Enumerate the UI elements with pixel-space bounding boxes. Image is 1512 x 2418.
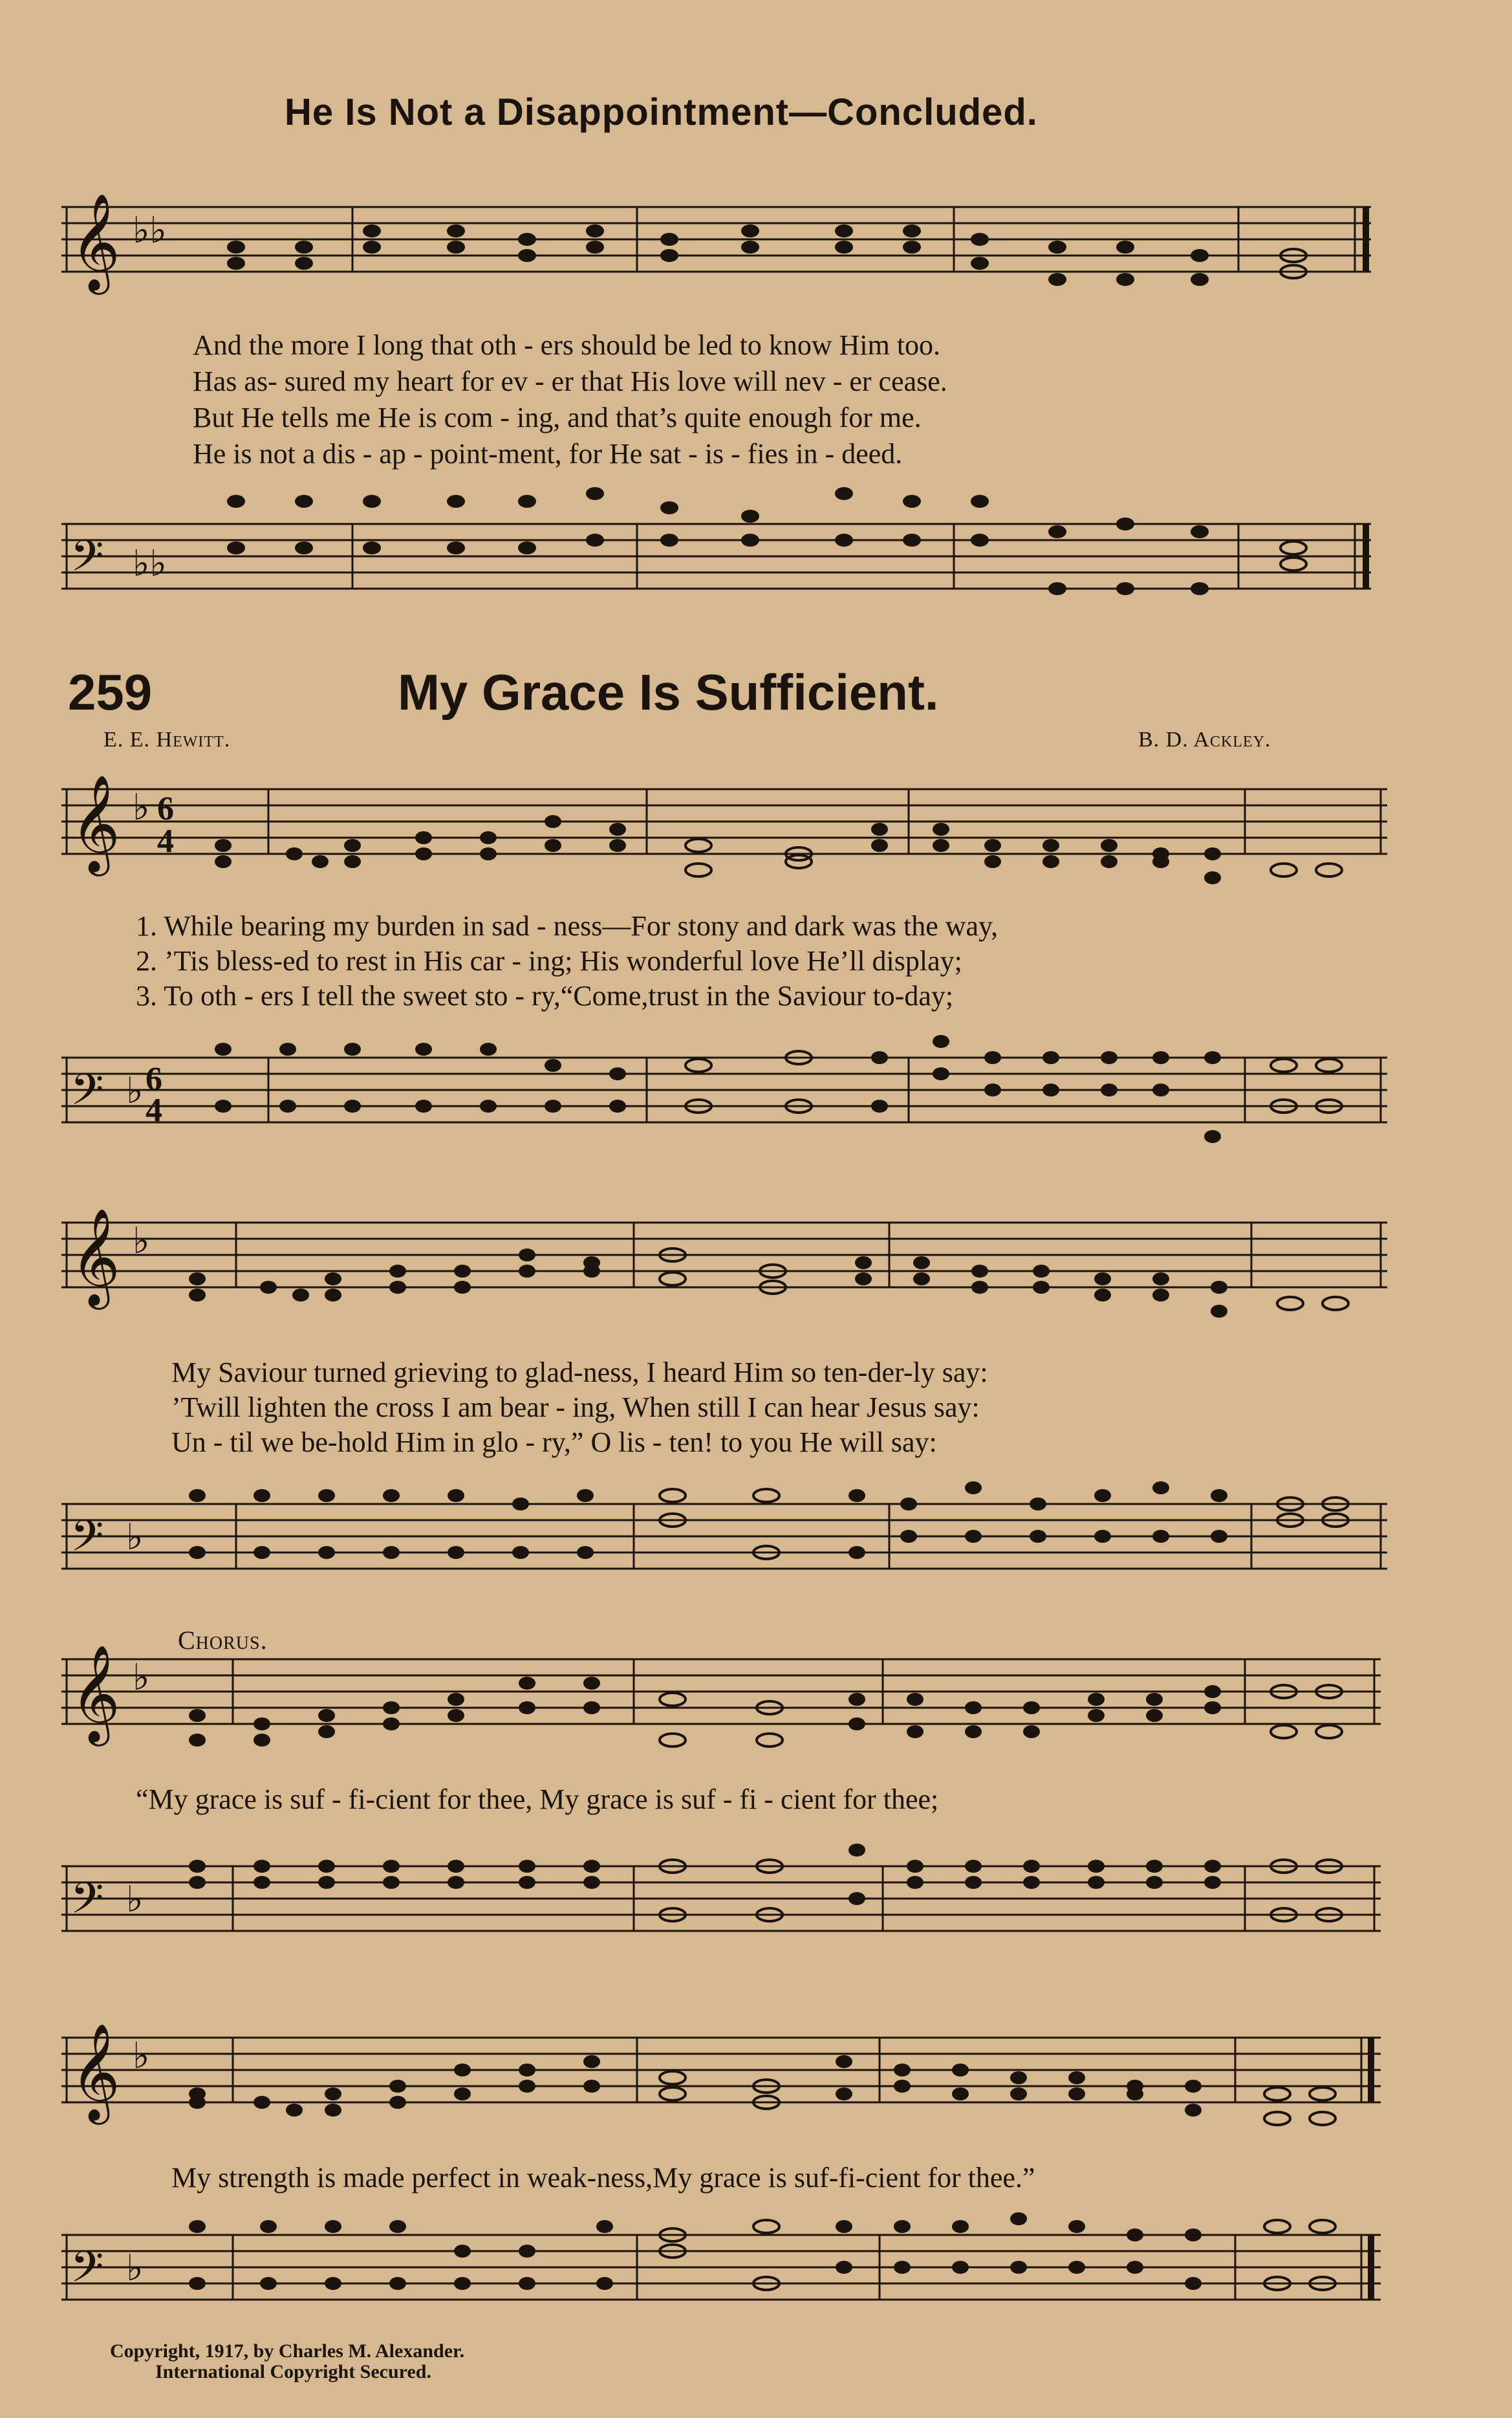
top-treble-staff [61, 194, 1394, 298]
top-section-title: He Is Not a Disappointment—Concluded. [285, 91, 1038, 133]
svg-text:𝄞: 𝄞 [70, 192, 120, 290]
time-sig-bottom: 4 [157, 823, 174, 860]
hymn-bass-staff-2 [61, 1475, 1394, 1604]
verse-b-line-2: ’Twill lighten the cross I am bear - ing, When still I can hear Jesus say: [171, 1391, 980, 1423]
chorus-bass-staff-1 [61, 1837, 1394, 1966]
verse-b-line-3: Un - til we be-hold Him in glo - ry,” O lis - ten! to you He will say: [171, 1426, 937, 1458]
hymn-treble-staff-1 [61, 773, 1394, 902]
svg-text:𝄢: 𝄢 [70, 1065, 104, 1125]
svg-text:♭: ♭ [126, 1879, 144, 1921]
svg-text:♭: ♭ [133, 1220, 150, 1262]
svg-text:♭: ♭ [126, 1070, 144, 1112]
top-lyric-line-3: But He tells me He is com - ing, and that’s quite enough for me. [193, 402, 922, 433]
svg-text:𝄞: 𝄞 [70, 1644, 120, 1742]
international-copyright-line: International Copyright Secured. [155, 2361, 431, 2382]
chorus-lyric-1: “My grace is suf - fi-cient for thee, My grace is suf - fi - cient for thee; [136, 1783, 939, 1815]
hymn-number: 259 [68, 664, 153, 721]
time-sig-top: 6 [157, 790, 174, 827]
bass-time-sig-bottom: 4 [146, 1092, 162, 1129]
top-bass-staff [61, 505, 1394, 634]
top-lyric-line-4: He is not a dis - ap - point-ment, for He sat - is - fies in - deed. [193, 438, 903, 470]
svg-text:♭: ♭ [126, 2247, 144, 2289]
svg-text:𝄢: 𝄢 [70, 2242, 104, 2302]
hymn-treble-staff-2 [61, 1206, 1394, 1336]
svg-text:𝄢: 𝄢 [70, 531, 104, 591]
svg-text:𝄞: 𝄞 [70, 2022, 120, 2120]
verse-a-line-1: 1. While bearing my burden in sad - ness—For stony and dark was the way, [136, 910, 999, 942]
svg-text:♭: ♭ [133, 2035, 150, 2077]
chorus-label: Chorus. [178, 1626, 268, 1655]
svg-text:𝄢: 𝄢 [70, 1873, 104, 1933]
verse-a-line-3: 3. To oth - ers I tell the sweet sto - ry,“Come,trust in the Saviour to-day; [136, 980, 954, 1012]
bass-time-sig-top: 6 [146, 1061, 162, 1098]
svg-text:𝄢: 𝄢 [70, 1511, 104, 1571]
copyright-line: Copyright, 1917, by Charles M. Alexander. [110, 2340, 465, 2362]
hymn-author: E. E. Hewitt. [103, 728, 231, 752]
chorus-treble-staff-1 [61, 1643, 1394, 1772]
chorus-treble-staff-2 [61, 2021, 1394, 2151]
svg-text:♭: ♭ [133, 787, 150, 829]
verse-b-line-1: My Saviour turned grieving to glad-ness, I heard Him so ten-der-ly say: [171, 1356, 988, 1388]
hymn-composer: B. D. Ackley. [1138, 728, 1271, 752]
hymn-bass-staff-1 [61, 1032, 1394, 1161]
svg-text:♭♭: ♭♭ [133, 210, 167, 252]
hymn-title: My Grace Is Sufficient. [398, 664, 939, 721]
top-lyric-line-2: Has as- sured my heart for ev - er that His love will nev - er cease. [193, 365, 947, 397]
svg-text:♭: ♭ [126, 1516, 144, 1558]
svg-text:𝄞: 𝄞 [70, 1207, 120, 1305]
verse-a-line-2: 2. ’Tis bless-ed to rest in His car - ing; His wonderful love He’ll display; [136, 945, 962, 977]
svg-text:𝄞: 𝄞 [70, 774, 120, 872]
chorus-bass-staff-2 [61, 2206, 1394, 2335]
svg-text:♭♭: ♭♭ [133, 543, 167, 585]
top-lyric-line-1: And the more I long that oth - ers should be led to know Him too. [193, 329, 941, 361]
chorus-lyric-2: My strength is made perfect in weak-ness,My grace is suf-fi-cient for thee.” [171, 2162, 1035, 2194]
svg-text:♭: ♭ [133, 1657, 150, 1699]
